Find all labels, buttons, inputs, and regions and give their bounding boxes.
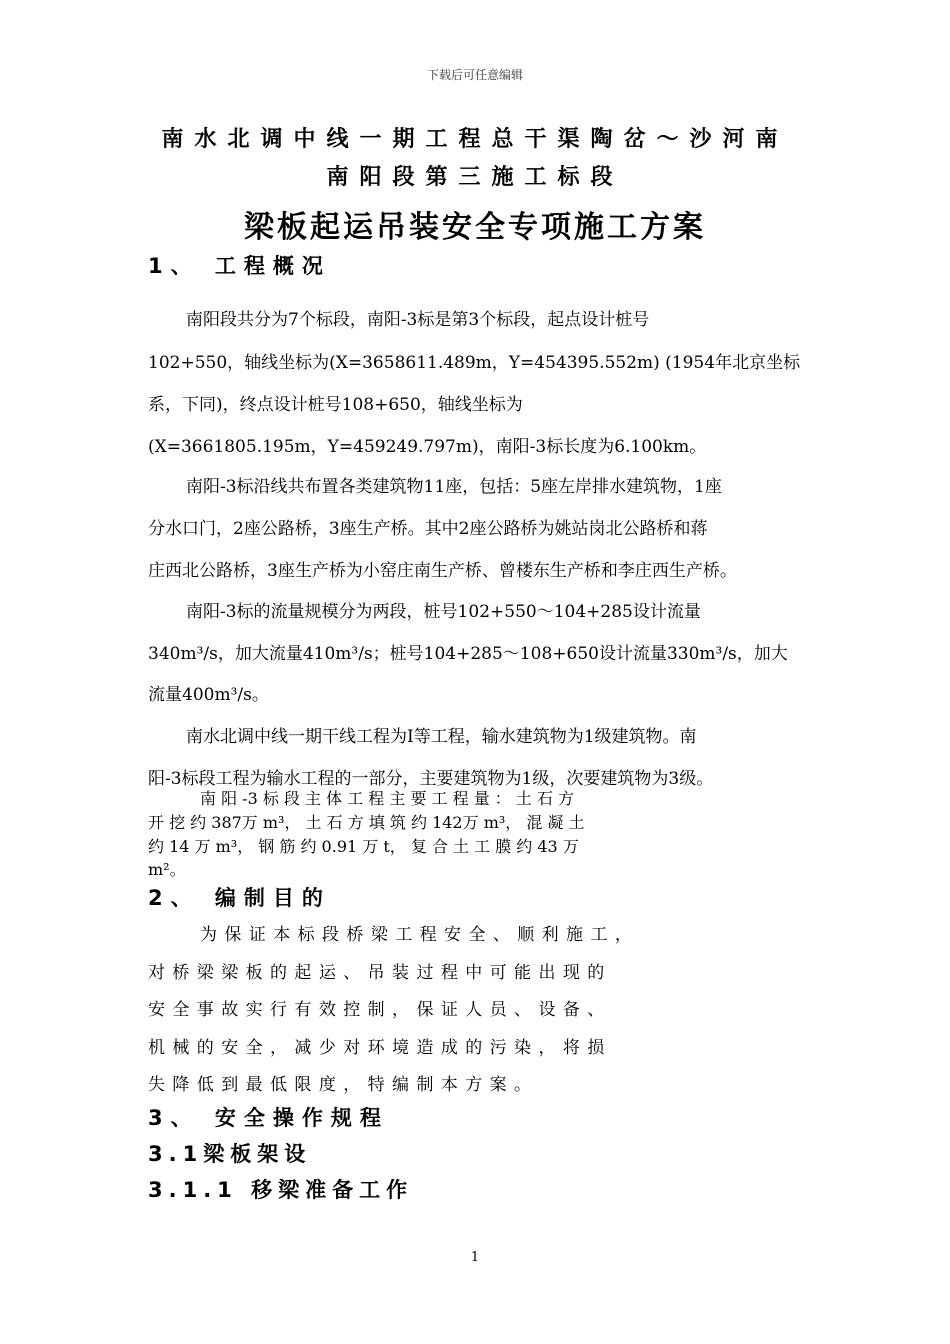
- quantity-line: m²。: [148, 860, 186, 879]
- paragraph-line: (X=3661805.195m，Y=459249.797m)，南阳-3标长度为6.100km。: [148, 437, 707, 457]
- section-2-heading: 2、 编制目的: [148, 886, 331, 910]
- section-1-heading: 1、 工程概况: [148, 254, 331, 278]
- document-title-line-1: 南水北调中线一期工程总干渠陶岔～沙河南: [161, 127, 789, 152]
- quantity-line: 开 挖 约 387万 m³， 土 石 方 填 筑 约 142万 m³， 混 凝 土: [148, 813, 585, 832]
- page-number: 1: [470, 1250, 480, 1265]
- document-title-line-2: 南阳段第三施工标段: [326, 165, 624, 190]
- paragraph-line: 庄西北公路桥，3座生产桥为小窑庄南生产桥、曾楼东生产桥和李庄西生产桥。: [148, 561, 737, 581]
- paragraph-line: 系，下同)，终点设计桩号108+650，轴线坐标为: [148, 395, 523, 415]
- paragraph-line: 安 全 事 故 实 行 有 效 控 制 ， 保 证 人 员 、 设 备 、: [148, 1000, 606, 1020]
- paragraph-line: 流量400m³/s。: [148, 685, 269, 705]
- paragraph-line: 340m³/s，加大流量410m³/s；桩号104+285～108+650设计流量330m³/s，加大: [148, 644, 788, 664]
- paragraph-line: 对 桥 梁 梁 板 的 起 运 、 吊 装 过 程 中 可 能 出 现 的: [148, 963, 606, 983]
- section-3-heading: 3、 安全操作规程: [148, 1106, 389, 1130]
- paragraph-line: 分水口门，2座公路桥，3座生产桥。其中2座公路桥为姚站岗北公路桥和蒋: [148, 519, 708, 539]
- paragraph-line: 机 械 的 安 全 ， 减 少 对 环 境 造 成 的 污 染 ， 将 损: [148, 1038, 606, 1058]
- paragraph-line: 南阳-3标沿线共布置各类建筑物11座，包括：5座左岸排水建筑物，1座: [186, 477, 722, 497]
- paragraph-line: 失 降 低 到 最 低 限 度 ， 特 编 制 本 方 案 。: [148, 1075, 533, 1095]
- paragraph-line: 南阳段共分为7个标段，南阳-3标是第3个标段，起点设计桩号: [186, 310, 650, 330]
- subsection-3-1-heading: 3.1梁板架设: [148, 1142, 312, 1166]
- quantity-line: 南 阳 -3 标 段 主 体 工 程 主 要 工 程 量 ： 土 石 方: [200, 789, 575, 808]
- paragraph-line: 南阳-3标的流量规模分为两段，桩号102+550～104+285设计流量: [186, 602, 701, 622]
- paragraph-line: 南水北调中线一期干线工程为Ⅰ等工程，输水建筑物为1级建筑物。南: [186, 727, 697, 747]
- document-main-title: 梁板起运吊装安全专项施工方案: [244, 210, 706, 245]
- paragraph-line: 为 保 证 本 标 段 桥 梁 工 程 安 全 、 顺 利 施 工 ，: [200, 925, 633, 945]
- subsection-3-1-1-heading: 3.1.1 移梁准备工作: [148, 1178, 414, 1202]
- quantity-line: 约 14 万 m³， 钢 筋 约 0.91 万 t， 复 合 土 工 膜 约 43 万: [148, 837, 579, 856]
- paragraph-line: 阳-3标段工程为输水工程的一部分，主要建筑物为1级，次要建筑物为3级。: [148, 769, 714, 789]
- header-note: 下载后可任意编辑: [426, 68, 523, 82]
- paragraph-line: 102+550，轴线坐标为(X=3658611.489m，Y=454395.552m) (1954年北京坐标: [148, 353, 801, 373]
